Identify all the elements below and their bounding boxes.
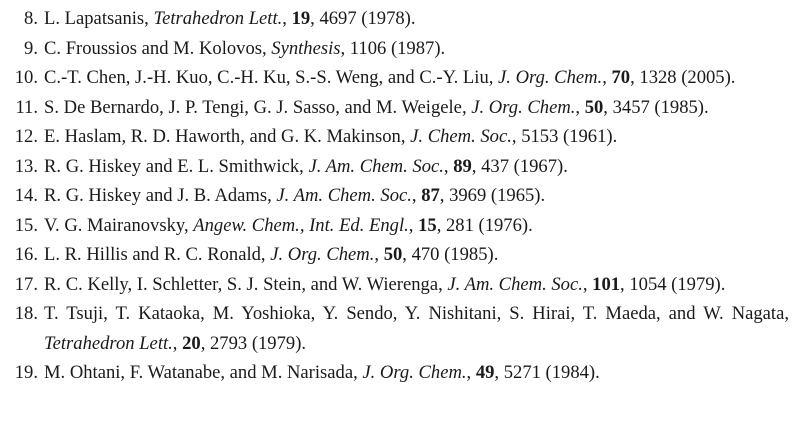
reference-volume: 19 [291,8,311,29]
reference-journal: J. Chem. Soc. [410,126,512,147]
reference-number: 16. [14,244,38,265]
reference-number: 8. [24,8,38,29]
reference-item [0,63,797,93]
reference-citation-tail: , 1328 (2005). [630,67,736,88]
reference-text: T. Tsuji, T. Kataoka, M. Yoshioka, Y. Sendo, Y. Nishitani, S. Hirai, T. Maeda, and W. Nagata, Tetrahedron Lett., 20, 2793 (1979). [44,303,789,354]
reference-journal: Tetrahedron Lett. [153,8,283,29]
reference-citation-tail: , 5271 (1984). [494,362,600,383]
reference-citation-tail: , 1054 (1979). [620,273,726,295]
reference-text: L. Lapatsanis, Tetrahedron Lett., 19, 4697 (1978). [44,8,416,29]
reference-volume: 50 [383,244,403,265]
reference-authors: L. Lapatsanis, [44,8,154,29]
reference-number: 19. [14,362,38,383]
reference-journal: J. Am. Chem. Soc. [447,273,583,295]
reference-item [0,4,797,34]
reference-text: R. G. Hiskey and E. L. Smithwick, J. Am. Chem. Soc., 89, 437 (1967). [44,155,568,177]
reference-volume: 101 [592,273,621,295]
reference-authors: L. R. Hillis and R. C. Ronald, [44,244,271,265]
reference-text: V. G. Mairanovsky, Angew. Chem., Int. Ed. Engl., 15, 281 (1976). [44,214,533,236]
reference-journal: Synthesis [271,37,341,59]
reference-item [0,181,797,211]
reference-volume: 70 [611,67,631,88]
reference-item [0,152,797,182]
reference-citation-tail: , 4697 (1978). [310,8,416,29]
reference-volume: 89 [453,155,472,177]
reference-authors: T. Tsuji, T. Kataoka, M. Yoshioka, Y. Sendo, Y. Nishitani, S. Hirai, T. Maeda, and W. Nagata, [44,303,789,324]
reference-text: M. Ohtani, F. Watanabe, and M. Narisada, J. Org. Chem., 49, 5271 (1984). [44,362,600,383]
reference-citation-tail: , 5153 (1961). [511,126,618,147]
reference-authors: R. G. Hiskey and E. L. Smithwick, [44,155,309,177]
reference-authors: S. De Bernardo, J. P. Tengi, G. J. Sasso, and M. Weigele, [44,96,472,118]
reference-number: 15. [14,214,38,236]
reference-authors: R. G. Hiskey and J. B. Adams, [44,185,277,206]
reference-citation-tail: , 2793 (1979). [200,332,307,354]
reference-text: R. G. Hiskey and J. B. Adams, J. Am. Chem. Soc., 87, 3969 (1965). [44,185,546,206]
reference-citation-tail: , 1106 (1987). [340,37,446,59]
reference-item [0,358,797,388]
reference-volume: 50 [584,96,604,118]
reference-journal: J. Org. Chem. [270,244,375,265]
reference-text [44,122,797,152]
reference-number: 12. [14,126,38,147]
reference-item [0,270,797,300]
reference-text [44,34,797,64]
reference-number: 14. [14,185,38,206]
reference-volume: 87 [421,185,440,206]
reference-text: C.-T. Chen, J.-H. Kuo, C.-H. Ku, S.-S. Weng, and C.-Y. Liu, J. Org. Chem., 70, 1328 (2005). [44,67,736,88]
reference-citation-tail: , 470 (1985). [402,244,499,265]
reference-number: 10. [14,67,38,88]
reference-text: R. C. Kelly, I. Schletter, S. J. Stein, and W. Wierenga, J. Am. Chem. Soc., 101, 1054 (1979). [44,273,726,295]
reference-authors: M. Ohtani, F. Watanabe, and M. Narisada, [44,362,363,383]
reference-journal: J. Org. Chem. [471,96,576,118]
reference-citation-tail: , 281 (1976). [436,214,533,236]
reference-journal: Tetrahedron Lett. [44,332,173,354]
reference-citation-tail: , 437 (1967). [471,155,568,177]
reference-item [0,240,797,270]
reference-volume: 49 [475,362,495,383]
reference-authors: R. C. Kelly, I. Schletter, S. J. Stein, and W. Wierenga, [44,273,448,295]
reference-number: 9. [24,37,38,59]
reference-volume: 20 [182,332,201,354]
reference-authors: E. Haslam, R. D. Haworth, and G. K. Makinson, [44,126,411,147]
reference-number: 17. [14,273,38,295]
reference-number: 11. [15,96,38,118]
reference-journal: J. Org. Chem. [362,362,467,383]
reference-journal: J. Am. Chem. Soc. [276,185,412,206]
reference-item [0,93,797,123]
reference-text: S. De Bernardo, J. P. Tengi, G. J. Sasso, and M. Weigele, J. Org. Chem., 50, 3457 (1985). [44,96,709,118]
reference-item [0,299,797,358]
reference-citation-tail: , 3969 (1965). [439,185,546,206]
reference-item [0,122,797,152]
reference-item [0,211,797,241]
reference-authors: V. G. Mairanovsky, [44,214,194,236]
reference-item [0,34,797,64]
reference-journal: J. Org. Chem. [498,67,603,88]
reference-volume: 15 [418,214,437,236]
reference-authors: C.-T. Chen, J.-H. Kuo, C.-H. Ku, S.-S. Weng, and C.-Y. Liu, [44,67,499,88]
reference-number: 13. [14,155,38,177]
reference-citation-tail: , 3457 (1985). [603,96,709,118]
reference-journal: Angew. Chem., Int. Ed. Engl. [193,214,409,236]
reference-journal: J. Am. Chem. Soc. [308,155,444,177]
reference-authors: C. Froussios and M. Kolovos, [44,37,272,59]
reference-number: 18. [14,303,38,324]
reference-text: L. R. Hillis and R. C. Ronald, J. Org. Chem., 50, 470 (1985). [44,244,499,265]
